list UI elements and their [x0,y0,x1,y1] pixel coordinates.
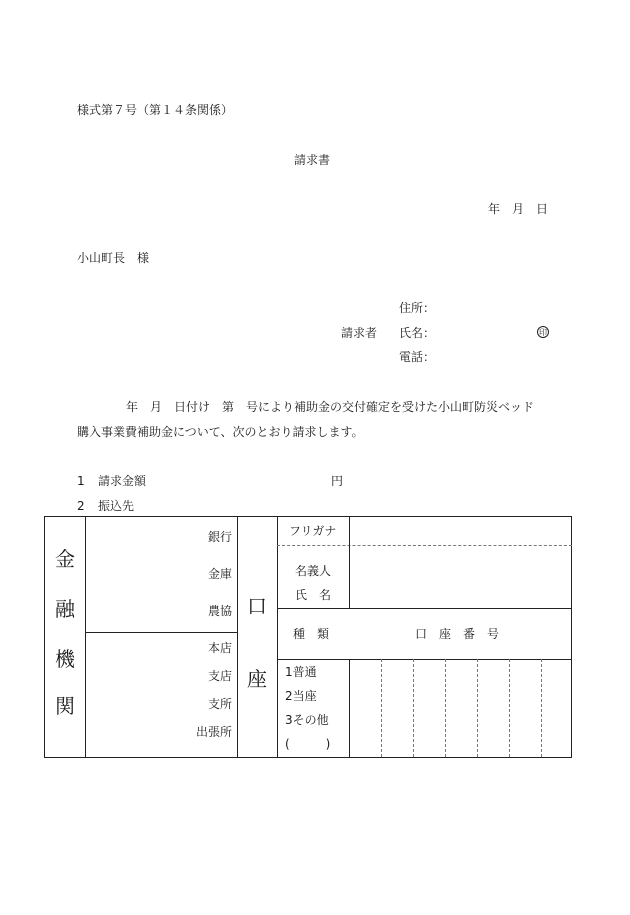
digit-divider [541,659,542,757]
amount-number: 1 [77,474,85,488]
table-divider [277,517,278,757]
holder-label-1: 名義人 [295,564,332,578]
phone-label: 電話： [399,350,436,364]
institution-char: 金 [55,547,75,571]
table-divider [277,545,572,546]
institution-char: 機 [55,647,75,671]
digit-divider [445,659,446,757]
digit-divider [477,659,478,757]
bank-type-nokyo: 農協 [208,604,233,618]
table-divider [349,659,350,757]
digit-divider [381,659,382,757]
bank-type-bank: 銀行 [208,530,233,544]
seal-mark: 印 [539,328,547,337]
document-title: 請求書 [294,153,331,167]
body-line-2: 購入事業費補助金について、次のとおり請求します。 [77,425,364,439]
table-divider [85,632,237,633]
transfer-number: 2 [77,499,85,513]
kind-option-current: 2当座 [285,689,317,703]
kind-label: 種 類 [293,627,330,641]
institution-char: 関 [55,694,75,718]
account-char: 座 [247,667,267,691]
holder-label-2: 氏 名 [295,588,332,602]
requester-label: 請求者 [341,326,378,340]
body-line-1: 年 月 日付け 第 号により補助金の交付確定を受けた小山町防災ベッド [126,400,535,414]
transfer-table [44,516,572,758]
furigana-label: フリガナ [289,524,337,538]
kind-option-other: 3その他 [285,713,329,727]
table-divider [237,517,238,757]
table-divider [277,659,572,660]
digit-divider [413,659,414,757]
form-number: 様式第７号（第１４条関係） [77,103,234,117]
digit-divider [509,659,510,757]
transfer-label: 振込先 [98,499,135,513]
amount-unit: 円 [331,474,344,488]
branch-type-office: 出張所 [196,725,233,739]
address-label: 住所： [399,301,436,315]
institution-char: 融 [55,597,75,621]
table-divider [277,608,572,609]
bank-type-shinkin: 金庫 [208,567,233,581]
kind-option-other-blank: ( ) [285,737,331,751]
branch-type-main: 本店 [208,641,233,655]
table-divider [349,517,350,608]
account-char: 口 [247,594,267,618]
account-number-label: 口 座 番 号 [415,627,500,641]
name-label: 氏名： [399,326,436,340]
amount-label: 請求金額 [98,474,147,488]
date-line: 年 月 日 [488,202,549,216]
kind-option-ordinary: 1普通 [285,665,317,679]
addressee: 小山町長 様 [77,251,150,265]
branch-type-branch: 支店 [208,669,233,683]
table-divider [85,517,86,757]
branch-type-sub: 支所 [208,697,233,711]
